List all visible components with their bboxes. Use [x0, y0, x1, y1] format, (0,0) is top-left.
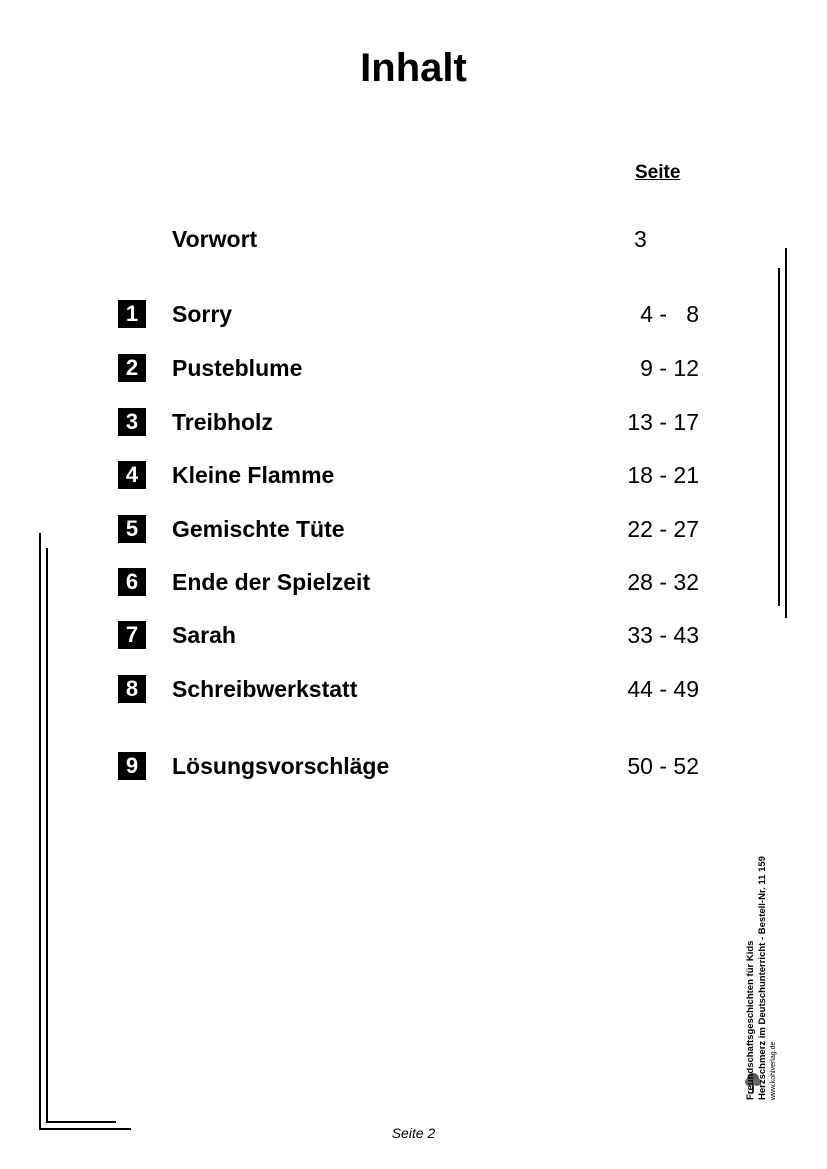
toc-entry-pages: 28 - 32	[627, 569, 699, 595]
toc-entry-pages: 3	[634, 226, 647, 252]
toc-entry	[0, 752, 827, 782]
toc-entry	[0, 461, 827, 491]
page-column-header: Seite	[635, 162, 681, 183]
footer-page-number: Seite 2	[391, 1125, 436, 1141]
toc-entry-title: Lösungsvorschläge	[172, 753, 390, 779]
frame-line-left-outer	[39, 533, 41, 1130]
frame-line-right-outer	[785, 248, 787, 618]
toc-entry-pages: 44 - 49	[627, 676, 699, 702]
toc-entry-title: Treibholz	[172, 409, 273, 435]
chapter-number-badge: 9	[118, 752, 146, 780]
toc-entry-vorwort	[0, 225, 827, 255]
frame-line-right-inner	[778, 268, 780, 606]
chapter-number-badge: 7	[118, 621, 146, 649]
toc-entry-pages: 13 - 17	[627, 409, 699, 435]
toc-entry-title: Kleine Flamme	[172, 462, 335, 488]
side-info-url: www.kohlverlag.de	[770, 1041, 777, 1100]
toc-entry	[0, 354, 827, 384]
toc-entry-title: Gemischte Tüte	[172, 516, 345, 542]
toc-entry	[0, 621, 827, 651]
page-title: Inhalt	[360, 46, 467, 90]
toc-entry	[0, 300, 827, 330]
toc-entry-title: Pusteblume	[172, 355, 303, 381]
frame-line-bottom-inner	[46, 1121, 116, 1123]
toc-entry-title: Ende der Spielzeit	[172, 569, 371, 595]
toc-entry-pages: 50 - 52	[627, 753, 699, 779]
toc-entry-title: Vorwort	[172, 226, 258, 252]
toc-entry	[0, 568, 827, 598]
chapter-number-badge: 6	[118, 568, 146, 596]
chapter-number-badge: 4	[118, 461, 146, 489]
side-info-series: Freundschaftsgeschichten für Kids	[745, 940, 756, 1100]
toc-entry	[0, 408, 827, 438]
side-info-title-order: Herzschmerz im Deutschunterricht - Bestell-Nr. 11 159	[757, 856, 768, 1100]
toc-entry-pages: 18 - 21	[627, 462, 699, 488]
toc-entry-pages: 4 - 8	[640, 301, 699, 327]
toc-entry-pages: 33 - 43	[627, 622, 699, 648]
toc-entry	[0, 675, 827, 705]
frame-line-left-inner	[46, 548, 48, 1123]
toc-entry-title: Sorry	[172, 301, 233, 327]
chapter-number-badge: 3	[118, 408, 146, 436]
toc-entry-title: Sarah	[172, 622, 236, 648]
chapter-number-badge: 5	[118, 515, 146, 543]
chapter-number-badge: 8	[118, 675, 146, 703]
chapter-number-badge: 2	[118, 354, 146, 382]
toc-entry-pages: 22 - 27	[627, 516, 699, 542]
toc-entry-title: Schreibwerkstatt	[172, 676, 358, 702]
chapter-number-badge: 1	[118, 300, 146, 328]
toc-entry-pages: 9 - 12	[640, 355, 699, 381]
toc-entry	[0, 515, 827, 545]
side-publication-info	[745, 760, 778, 1100]
